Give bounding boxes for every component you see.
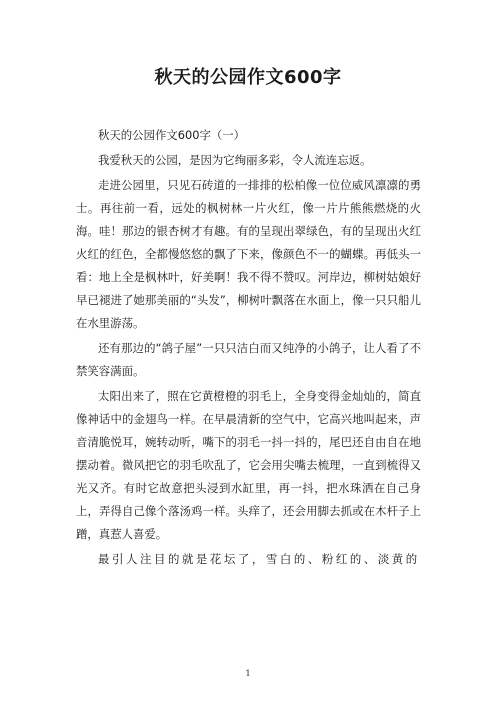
paragraph: 还有那边的“鸽子屋”一只只洁白而又纯净的小鸽子，让人看了不禁笑容满面。 xyxy=(76,341,421,378)
paragraph: 我爱秋天的公园，是因为它绚丽多彩，令人流连忘返。 xyxy=(98,153,372,167)
paragraph: 走进公园里，只见石砖道的一排排的松柏像一位位威风凛凛的勇士。再往前一看，远处的枫树林一片火红，像一片片熊熊燃烧的火海。哇！那边的银杏树才有趣。有的呈现出翠绿色，有的呈现出火红火红的红色，全都慢悠悠的飘了下来，像颜色不一的蝴蝶。再低头一看：地上全是枫林叶，好美啊！我不得不赞叹。河岸边，柳树姑娘好早已褪进了她那美丽的“头发”，柳树叶飘落在水面上，像一只只船儿在水里游荡。 xyxy=(76,178,421,330)
section-heading: 秋天的公园作文600字（一） xyxy=(98,128,246,142)
page-number: 1 xyxy=(245,669,251,678)
document-body xyxy=(76,124,421,573)
document-title: 秋天的公园作文600字 xyxy=(154,67,342,88)
paragraph: 太阳出来了，照在它黄橙橙的羽毛上，全身变得金灿灿的，简直像神话中的金翅鸟一样。在早晨清新的空气中，它高兴地叫起来，声音清脆悦耳，婉转动听，嘴下的羽毛一抖一抖的，尾巴还自由自在地摆动着。微风把它的羽毛吹乱了，它会用尖嘴去梳理，一直到梳得又光又齐。有时它故意把头浸到水缸里，再一抖，把水珠洒在自己身上，弄得自己像个落汤鸡一样。头痒了，还会用脚去抓或在木杆子上蹭，真惹人喜爱。 xyxy=(76,389,421,541)
paragraph: 最引人注目的就是花坛了，雪白的、粉红的、淡黄的 xyxy=(98,552,420,566)
